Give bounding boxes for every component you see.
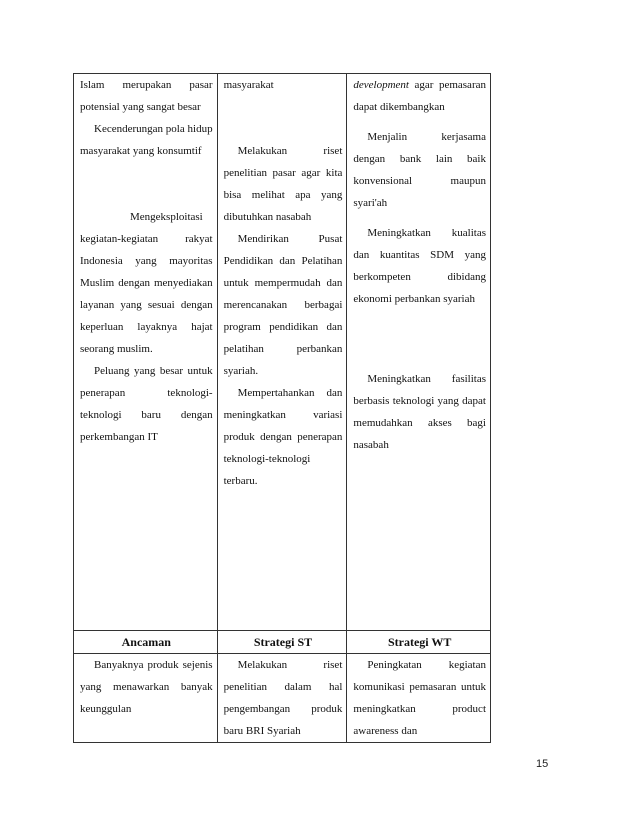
threat-header: Ancaman	[74, 631, 218, 654]
swot-table	[73, 73, 491, 743]
opportunity-text: Islam merupakan pasar potensial yang sangat besar	[80, 79, 213, 113]
opportunity-text: Kecenderungan pola hidup masyarakat yang konsumtif	[80, 123, 213, 157]
strategy-text	[353, 74, 486, 118]
strategy-text-rest: agar pemasaran dapat dikembangkan	[353, 79, 486, 113]
opportunity-cell	[74, 74, 218, 631]
strategy-text: Menjalin kerjasama dengan bank lain baik konvensional maupun syari'ah	[353, 131, 486, 209]
strategy-text: Mempertahankan dan meningkatkan variasi produk dengan penerapan teknologi-teknologi terbaru.	[223, 387, 343, 487]
threat-text: Banyaknya produk sejenis yang menawarkan banyak keunggulan	[80, 659, 213, 715]
strategy-text: Melakukan riset penelitian dalam hal pengembangan produk baru BRI Syariah	[223, 659, 343, 737]
strategy-text: masyarakat	[223, 79, 274, 91]
strategy-text: Mendirikan Pusat Pendidikan dan Pelatihan untuk mempermudah dan merencanakan berbagai program pendidikan dan pelatihan perbankan syariah.	[223, 233, 343, 377]
wt-strategy-cell	[347, 654, 491, 743]
page-number: 15	[536, 758, 549, 770]
strategy-text: Melakukan riset penelitian pasar agar kita bisa melihat apa yang dibutuhkan nasabah	[223, 145, 343, 223]
strategy-text: Peningkatan kegiatan komunikasi pemasaran untuk meningkatkan product awareness dan	[353, 659, 486, 737]
table-row	[74, 74, 491, 631]
opportunity-text: Peluang yang besar untuk penerapan teknologi-teknologi baru dengan perkembangan IT	[80, 365, 213, 443]
strategy-text: Meningkatkan kualitas dan kuantitas SDM yang berkompeten dibidang ekonomi perbankan syariah	[353, 227, 486, 305]
opportunity-text: Mengeksploitasi kegiatan-kegiatan rakyat Indonesia yang mayoritas Muslim dengan menyediakan layanan yang sesuai dengan keperluan layaknya hajat seorang muslim.	[80, 211, 213, 355]
italic-term: development	[353, 79, 409, 91]
threat-cell	[74, 654, 218, 743]
table-row	[74, 654, 491, 743]
strategy-text: Meningkatkan fasilitas berbasis teknologi yang dapat memudahkan akses bagi nasabah	[353, 373, 486, 451]
st-strategy-header: Strategi ST	[217, 631, 347, 654]
so-strategy-cell	[217, 74, 347, 631]
wt-strategy-header: Strategi WT	[347, 631, 491, 654]
st-strategy-cell	[217, 654, 347, 743]
wo-strategy-cell	[347, 74, 491, 631]
header-row	[74, 631, 491, 654]
